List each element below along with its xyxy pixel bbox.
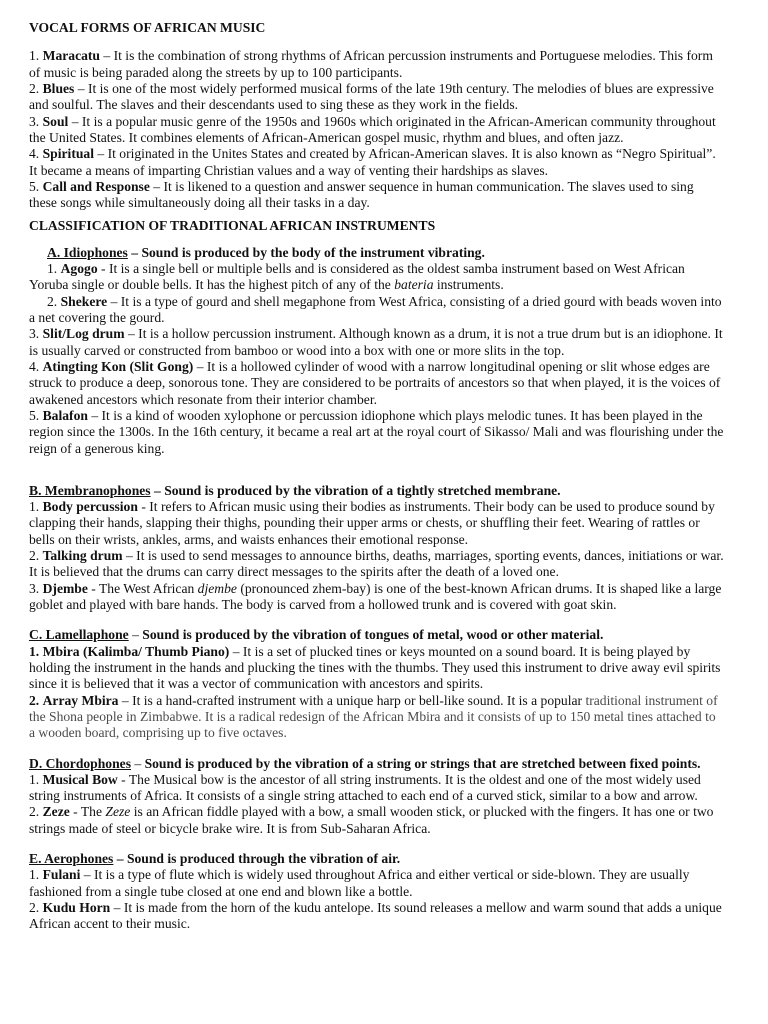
- section-label: A. Idiophones: [47, 244, 128, 260]
- item-number: 5.: [29, 178, 40, 194]
- item-text: – It is a set of plucked tines or keys mounted on a sound board. It is being played by holding the instrument in the hands and plucking the tines with the thumbs. They used this instrument to drive away evil spirits since it is believed that it was a vector of communication with ancestors and spirits.: [29, 643, 721, 692]
- item-text: - The Musical bow is the ancestor of all string instruments. It is the oldest and one of the most widely used string instruments of Africa. It consists of a single string attached to each end of a curved stick, similar to a bow and arrow.: [29, 771, 701, 804]
- item-text: – It is made from the horn of the kudu antelope. Its sound releases a mellow and warm sound that adds a unique African accent to their music.: [29, 900, 722, 932]
- list-item: [29, 644, 724, 693]
- item-text: – It is a type of gourd and shell megaphone from West Africa, consisting of a dried gourd with beads woven into a net covering the gourd.: [29, 293, 722, 325]
- item-italic-term: Zeze: [105, 804, 131, 820]
- list-item: [29, 408, 724, 457]
- list-item: [29, 179, 724, 212]
- item-italic-term: djembe: [197, 580, 237, 596]
- idiophones-section: [29, 245, 724, 457]
- item-number: 2.: [29, 804, 40, 820]
- section-description: – Sound is produced through the vibration of air.: [113, 851, 401, 867]
- aerophones-section: [29, 851, 724, 933]
- item-text-gray: traditional instrument of the Shona people in Zimbabwe. It is a radical redesign of the African Mbira and it consists of up to 150 metal tines attached to a wooden board, comprising up to five octaves.: [29, 692, 718, 741]
- list-item: [29, 804, 724, 837]
- item-text: – It is a hand-crafted instrument with a unique harp or bell-like sound. It is a popular: [118, 692, 586, 708]
- item-number: 1.: [29, 867, 40, 883]
- item-number: 1.: [29, 499, 40, 515]
- item-term: Kudu Horn: [42, 900, 111, 915]
- list-item: [29, 693, 724, 742]
- item-number: 2.: [29, 692, 40, 708]
- item-term: Call and Response: [42, 178, 150, 194]
- item-text: - The: [69, 804, 106, 820]
- document-title: VOCAL FORMS OF AFRICAN MUSIC: [29, 20, 266, 35]
- item-number: 5.: [29, 407, 40, 423]
- item-term: Zeze: [42, 804, 70, 820]
- list-item: [29, 548, 724, 581]
- item-text: - The West African: [87, 580, 198, 596]
- list-item: [29, 581, 724, 614]
- section-heading: [29, 483, 724, 499]
- section-label: E. Aerophones: [29, 851, 114, 867]
- item-term: Agogo: [60, 261, 98, 277]
- item-term: Soul: [42, 113, 69, 129]
- item-number: 1.: [29, 643, 40, 659]
- list-item: [29, 900, 724, 933]
- item-italic-term: bateria: [394, 277, 434, 293]
- item-term: Fulani: [42, 867, 81, 883]
- item-text: – It is a hollow percussion instrument. Although known as a drum, it is not a true drum but is an idiophone. It is usually carved or constructed from bamboo or wood into a box with one or more slits in the top.: [29, 326, 723, 358]
- item-term: Musical Bow: [42, 771, 118, 787]
- item-term: Djembe: [42, 580, 88, 596]
- section-description: Sound is produced by the vibration of tongues of metal, wood or other material.: [142, 627, 604, 643]
- classification-title: CLASSIFICATION OF TRADITIONAL AFRICAN INSTRUMENTS: [29, 218, 436, 234]
- list-item: [29, 146, 724, 179]
- list-item: [29, 294, 724, 327]
- item-number: 2.: [29, 900, 40, 915]
- item-term: Maracatu: [42, 48, 100, 64]
- section-dash: –: [130, 755, 145, 771]
- membranophones-section: [29, 483, 724, 614]
- item-term: Blues: [42, 80, 75, 96]
- list-item: [29, 326, 724, 359]
- item-number: 1.: [29, 48, 40, 64]
- item-term: Spiritual: [42, 146, 94, 162]
- section-heading: [29, 756, 724, 772]
- list-item: [29, 81, 724, 114]
- item-text: – It originated in the Unites States and created by African-American slaves. It is also known as “Negro Spiritual”. It became a means of imparting Christian values and a way of venting their hardships as slaves.: [29, 146, 716, 178]
- vocal-forms-list: [29, 48, 724, 211]
- item-text: – It is a type of flute which is widely used throughout Africa and either vertical or side-blown. They are usually fashioned from a single tube closed at one end and blown like a bottle.: [29, 867, 690, 899]
- item-text-end: is an African fiddle played with a bow, a small wooden stick, or plucked with the fingers. It has one or two strings made of steel or bicycle brake wire. It is from Sub-Saharan Africa.: [29, 804, 714, 836]
- item-number: 3.: [29, 580, 40, 596]
- item-text-end: instruments.: [433, 277, 504, 293]
- section-description: – Sound is produced by the body of the instrument vibrating.: [127, 244, 485, 260]
- item-text: – It is a popular music genre of the 1950s and 1960s which originated in the African-American community throughout the United States. It combines elements of African-American gospel music, rhythm and blues, and often jazz.: [29, 113, 716, 145]
- list-item: [29, 114, 724, 147]
- item-number: 1.: [47, 261, 58, 277]
- list-item: [29, 499, 724, 548]
- item-text: – It is a hollowed cylinder of wood with a narrow longitudinal opening or slit whose edges are struck to produce a deep, sonorous tone. They are considered to be portraits of ancestors so that when played, it is the voices of awakened ancestors which resonate from their interior chamber.: [29, 358, 721, 407]
- item-text: - It is a single bell or multiple bells and is considered as the oldest samba instrument based on West African Yoruba single or double bells. It has the highest pitch of any of the: [29, 261, 685, 293]
- item-text-end: (pronounced zhem-bay) is one of the best-known African drums. It is shaped like a large goblet and played with bare hands. The body is carved from a hollowed trunk and is covered with goat skin.: [29, 580, 722, 612]
- list-item: [29, 359, 724, 408]
- section-heading: [29, 851, 724, 867]
- section-label: D. Chordophones: [29, 755, 131, 771]
- lamellaphone-section: [29, 627, 724, 741]
- section-dash: –: [128, 627, 143, 643]
- item-term: Shekere: [60, 293, 108, 309]
- list-item: [29, 261, 724, 294]
- item-term: Mbira (Kalimba/ Thumb Piano): [42, 643, 230, 659]
- item-text: – It is a kind of wooden xylophone or percussion idiophone which plays melodic tunes. It has been played in the region since the 1300s. In the 16th century, it became a real art at the royal court of Sikasso/ Mali and was flourishing under the reign of a generous king.: [29, 407, 724, 456]
- chordophones-section: [29, 756, 724, 838]
- section-label: C. Lamellaphone: [29, 627, 129, 643]
- item-text: – It is the combination of strong rhythms of African percussion instruments and Portuguese melodies. This form of music is being paraded along the streets by up to 100 participants.: [29, 48, 713, 80]
- item-term: Array Mbira: [42, 692, 119, 708]
- section-description: Sound is produced by the vibration of a string or strings that are stretched between fixed points.: [144, 755, 701, 771]
- item-number: 2.: [47, 293, 58, 309]
- item-number: 4.: [29, 358, 40, 374]
- section-description: – Sound is produced by the vibration of a tightly stretched membrane.: [150, 482, 561, 498]
- section-heading: [29, 627, 724, 643]
- item-term: Balafon: [42, 407, 88, 423]
- item-text: – It is one of the most widely performed musical forms of the late 19th century. The melodies of blues are expressive and soulful. The slaves and their descendants used to sing these as they work in the fields.: [29, 80, 714, 113]
- item-term: Body percussion: [42, 499, 138, 515]
- list-item: [29, 867, 724, 900]
- item-text: – It is likened to a question and answer sequence in human communication. The slaves used to sing these songs while simultaneously doing all their tasks in a day.: [29, 178, 694, 211]
- item-text: - It refers to African music using their bodies as instruments. Their body can be used to produce sound by clapping their hands, slapping their thighs, pounding their upper arms or chests, or shuffling their feet. Wearing of rattles or bells on their wrists, ankles, arms, and waists enhances their emotional response.: [29, 499, 715, 547]
- item-term: Atingting Kon (Slit Gong): [42, 358, 194, 374]
- item-term: Talking drum: [42, 548, 123, 564]
- item-number: 1.: [29, 771, 40, 787]
- item-number: 3.: [29, 326, 40, 342]
- section-heading: [29, 245, 724, 261]
- list-item: [29, 48, 724, 81]
- item-number: 3.: [29, 113, 40, 129]
- item-text: – It is used to send messages to announce births, deaths, marriages, sporting events, dances, initiations or war. It is believed that the drums can carry direct messages to the spirits after the death of a loved one.: [29, 548, 724, 580]
- item-number: 2.: [29, 80, 40, 96]
- list-item: [29, 772, 724, 805]
- item-number: 2.: [29, 548, 40, 564]
- item-number: 4.: [29, 146, 40, 162]
- section-label: B. Membranophones: [29, 482, 151, 498]
- item-term: Slit/Log drum: [42, 326, 125, 342]
